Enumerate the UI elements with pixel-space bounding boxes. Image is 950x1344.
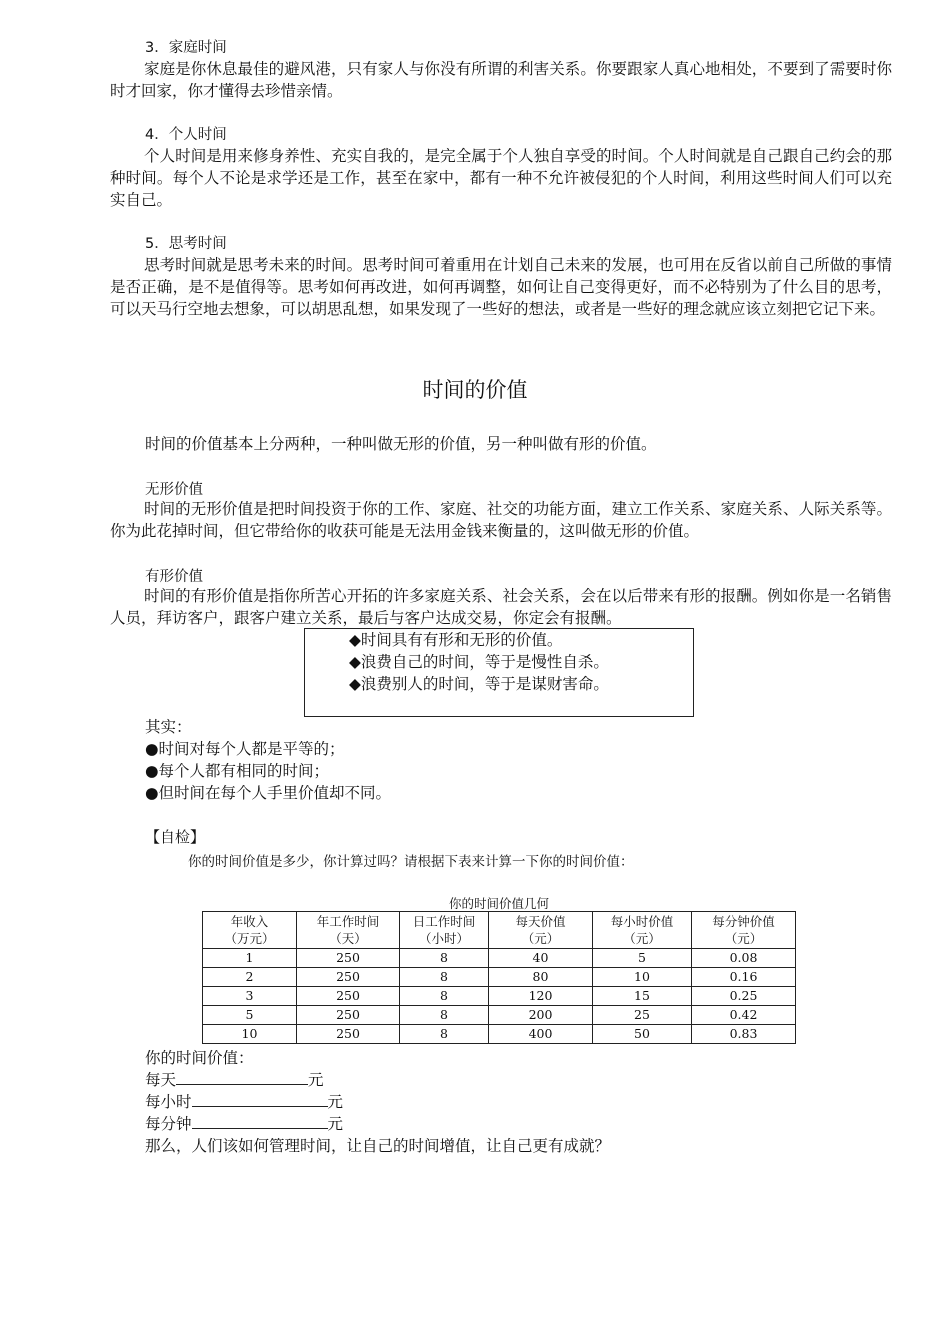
table-row <box>203 968 796 987</box>
per-minute-blank[interactable] <box>192 1113 328 1129</box>
column-header: 日工作时间 （小时） <box>400 912 489 949</box>
table-cell: 250 <box>297 1006 400 1025</box>
table-row <box>203 987 796 1006</box>
fill-per-hour <box>145 1091 343 1113</box>
table-cell: 8 <box>400 1025 489 1044</box>
intangible-heading: 无形价值 <box>145 482 203 498</box>
section5-heading: 5．思考时间 <box>145 236 227 252</box>
table-row <box>203 949 796 968</box>
tangible-heading: 有形价值 <box>145 569 203 585</box>
table-cell: 250 <box>297 949 400 968</box>
fill-label: 你的时间价值： <box>145 1049 254 1067</box>
table-row <box>203 1025 796 1044</box>
selfcheck-prompt: 你的时间价值是多少，你计算过吗？请根据下表来计算一下你的时间价值： <box>188 854 634 870</box>
intro-text: 时间的价值基本上分两种，一种叫做无形的价值，另一种叫做有形的价值。 <box>145 435 657 453</box>
table-cell: 8 <box>400 987 489 1006</box>
fill-per-hour-label: 每小时 <box>145 1093 192 1111</box>
table-cell: 0.08 <box>692 949 796 968</box>
page-title: 时间的价值 <box>422 378 528 402</box>
key-point: ◆时间具有有形和无形的价值。 <box>349 631 563 649</box>
table-cell: 25 <box>593 1006 692 1025</box>
column-header: 每天价值 （元） <box>489 912 593 949</box>
column-header: 年工作时间 （天） <box>297 912 400 949</box>
table-header-row <box>203 912 796 949</box>
key-point: ◆浪费自己的时间，等于是慢性自杀。 <box>349 653 609 671</box>
actually-label: 其实： <box>145 718 192 736</box>
actually-item: ●时间对每个人都是平等的； <box>145 740 345 758</box>
section4-body: 个人时间是用来修身养性、充实自我的，是完全属于个人独自享受的时间。个人时间就是自己跟自己约会的那种时间。每个人不论是求学还是工作，甚至在家中，都有一种不允许被侵犯的个人时间，利用这些时间人们可以充实自己。 <box>110 147 892 209</box>
table-cell: 250 <box>297 987 400 1006</box>
selfcheck-label: 【自检】 <box>145 828 206 846</box>
table-cell: 80 <box>489 968 593 987</box>
tangible-body: 时间的有形价值是指你所苦心开拓的许多家庭关系、社会关系，会在以后带来有形的报酬。例如你是一名销售人员，拜访客户，跟客户建立关系，最后与客户达成交易，你定会有报酬。 <box>110 587 892 627</box>
per-hour-blank[interactable] <box>192 1091 328 1107</box>
table-cell: 15 <box>593 987 692 1006</box>
table-caption: 你的时间价值几何 <box>448 896 549 911</box>
table-row <box>203 1006 796 1025</box>
actually-item: ●每个人都有相同的时间； <box>145 762 330 780</box>
section4-heading: 4．个人时间 <box>145 127 227 143</box>
table-cell: 400 <box>489 1025 593 1044</box>
column-header: 年收入 （万元） <box>203 912 297 949</box>
fill-per-day-label: 每天 <box>145 1071 177 1089</box>
section3-heading: 3．家庭时间 <box>145 40 227 56</box>
section5-body: 思考时间就是思考未来的时间。思考时间可着重用在计划自己未来的发展，也可用在反省以前自己所做的事情是否正确，是不是值得等。思考如何再改进，如何再调整，如何让自己变得更好，而不必特别为了什么目的思考，可以天马行空地去想象，可以胡思乱想，如果发现了一些好的想法，或者是一些好的理念就应该立刻把它记下来。 <box>110 256 892 318</box>
column-header: 每小时价值 （元） <box>593 912 692 949</box>
unit-label: 元 <box>327 1115 344 1133</box>
section3-body: 家庭是你休息最佳的避风港，只有家人与你没有所谓的利害关系。你要跟家人真心地相处，不要到了需要时你时才回家，你才懂得去珍惜亲情。 <box>110 60 892 100</box>
table-cell: 250 <box>297 1025 400 1044</box>
table-cell: 0.16 <box>692 968 796 987</box>
table-cell: 0.83 <box>692 1025 796 1044</box>
actually-item: ●但时间在每个人手里价值却不同。 <box>145 784 392 802</box>
table-cell: 1 <box>203 949 297 968</box>
per-day-blank[interactable] <box>176 1069 308 1085</box>
table-cell: 8 <box>400 1006 489 1025</box>
table-cell: 200 <box>489 1006 593 1025</box>
fill-per-minute <box>145 1113 343 1135</box>
table-cell: 10 <box>203 1025 297 1044</box>
table-cell: 0.25 <box>692 987 796 1006</box>
table-cell: 2 <box>203 968 297 987</box>
intangible-body: 时间的无形价值是把时间投资于你的工作、家庭、社交的功能方面，建立工作关系、家庭关系、人际关系等。你为此花掉时间，但它带给你的收获可能是无法用金钱来衡量的，这叫做无形的价值。 <box>110 500 892 540</box>
unit-label: 元 <box>308 1071 324 1089</box>
table-cell: 8 <box>400 949 489 968</box>
closing-question: 那么，人们该如何管理时间，让自己的时间增值，让自己更有成就？ <box>145 1137 611 1155</box>
key-point: ◆浪费别人的时间，等于是谋财害命。 <box>349 675 609 693</box>
time-value-table <box>202 911 796 1044</box>
table-cell: 10 <box>593 968 692 987</box>
table-cell: 50 <box>593 1025 692 1044</box>
table-cell: 5 <box>593 949 692 968</box>
table-cell: 3 <box>203 987 297 1006</box>
table-cell: 8 <box>400 968 489 987</box>
fill-per-day <box>145 1069 324 1091</box>
table-cell: 0.42 <box>692 1006 796 1025</box>
unit-label: 元 <box>327 1093 344 1111</box>
column-header: 每分钟价值 （元） <box>692 912 796 949</box>
table-cell: 120 <box>489 987 593 1006</box>
table-cell: 40 <box>489 949 593 968</box>
key-points-box <box>304 628 694 717</box>
fill-per-minute-label: 每分钟 <box>145 1115 192 1133</box>
table-cell: 250 <box>297 968 400 987</box>
table-cell: 5 <box>203 1006 297 1025</box>
